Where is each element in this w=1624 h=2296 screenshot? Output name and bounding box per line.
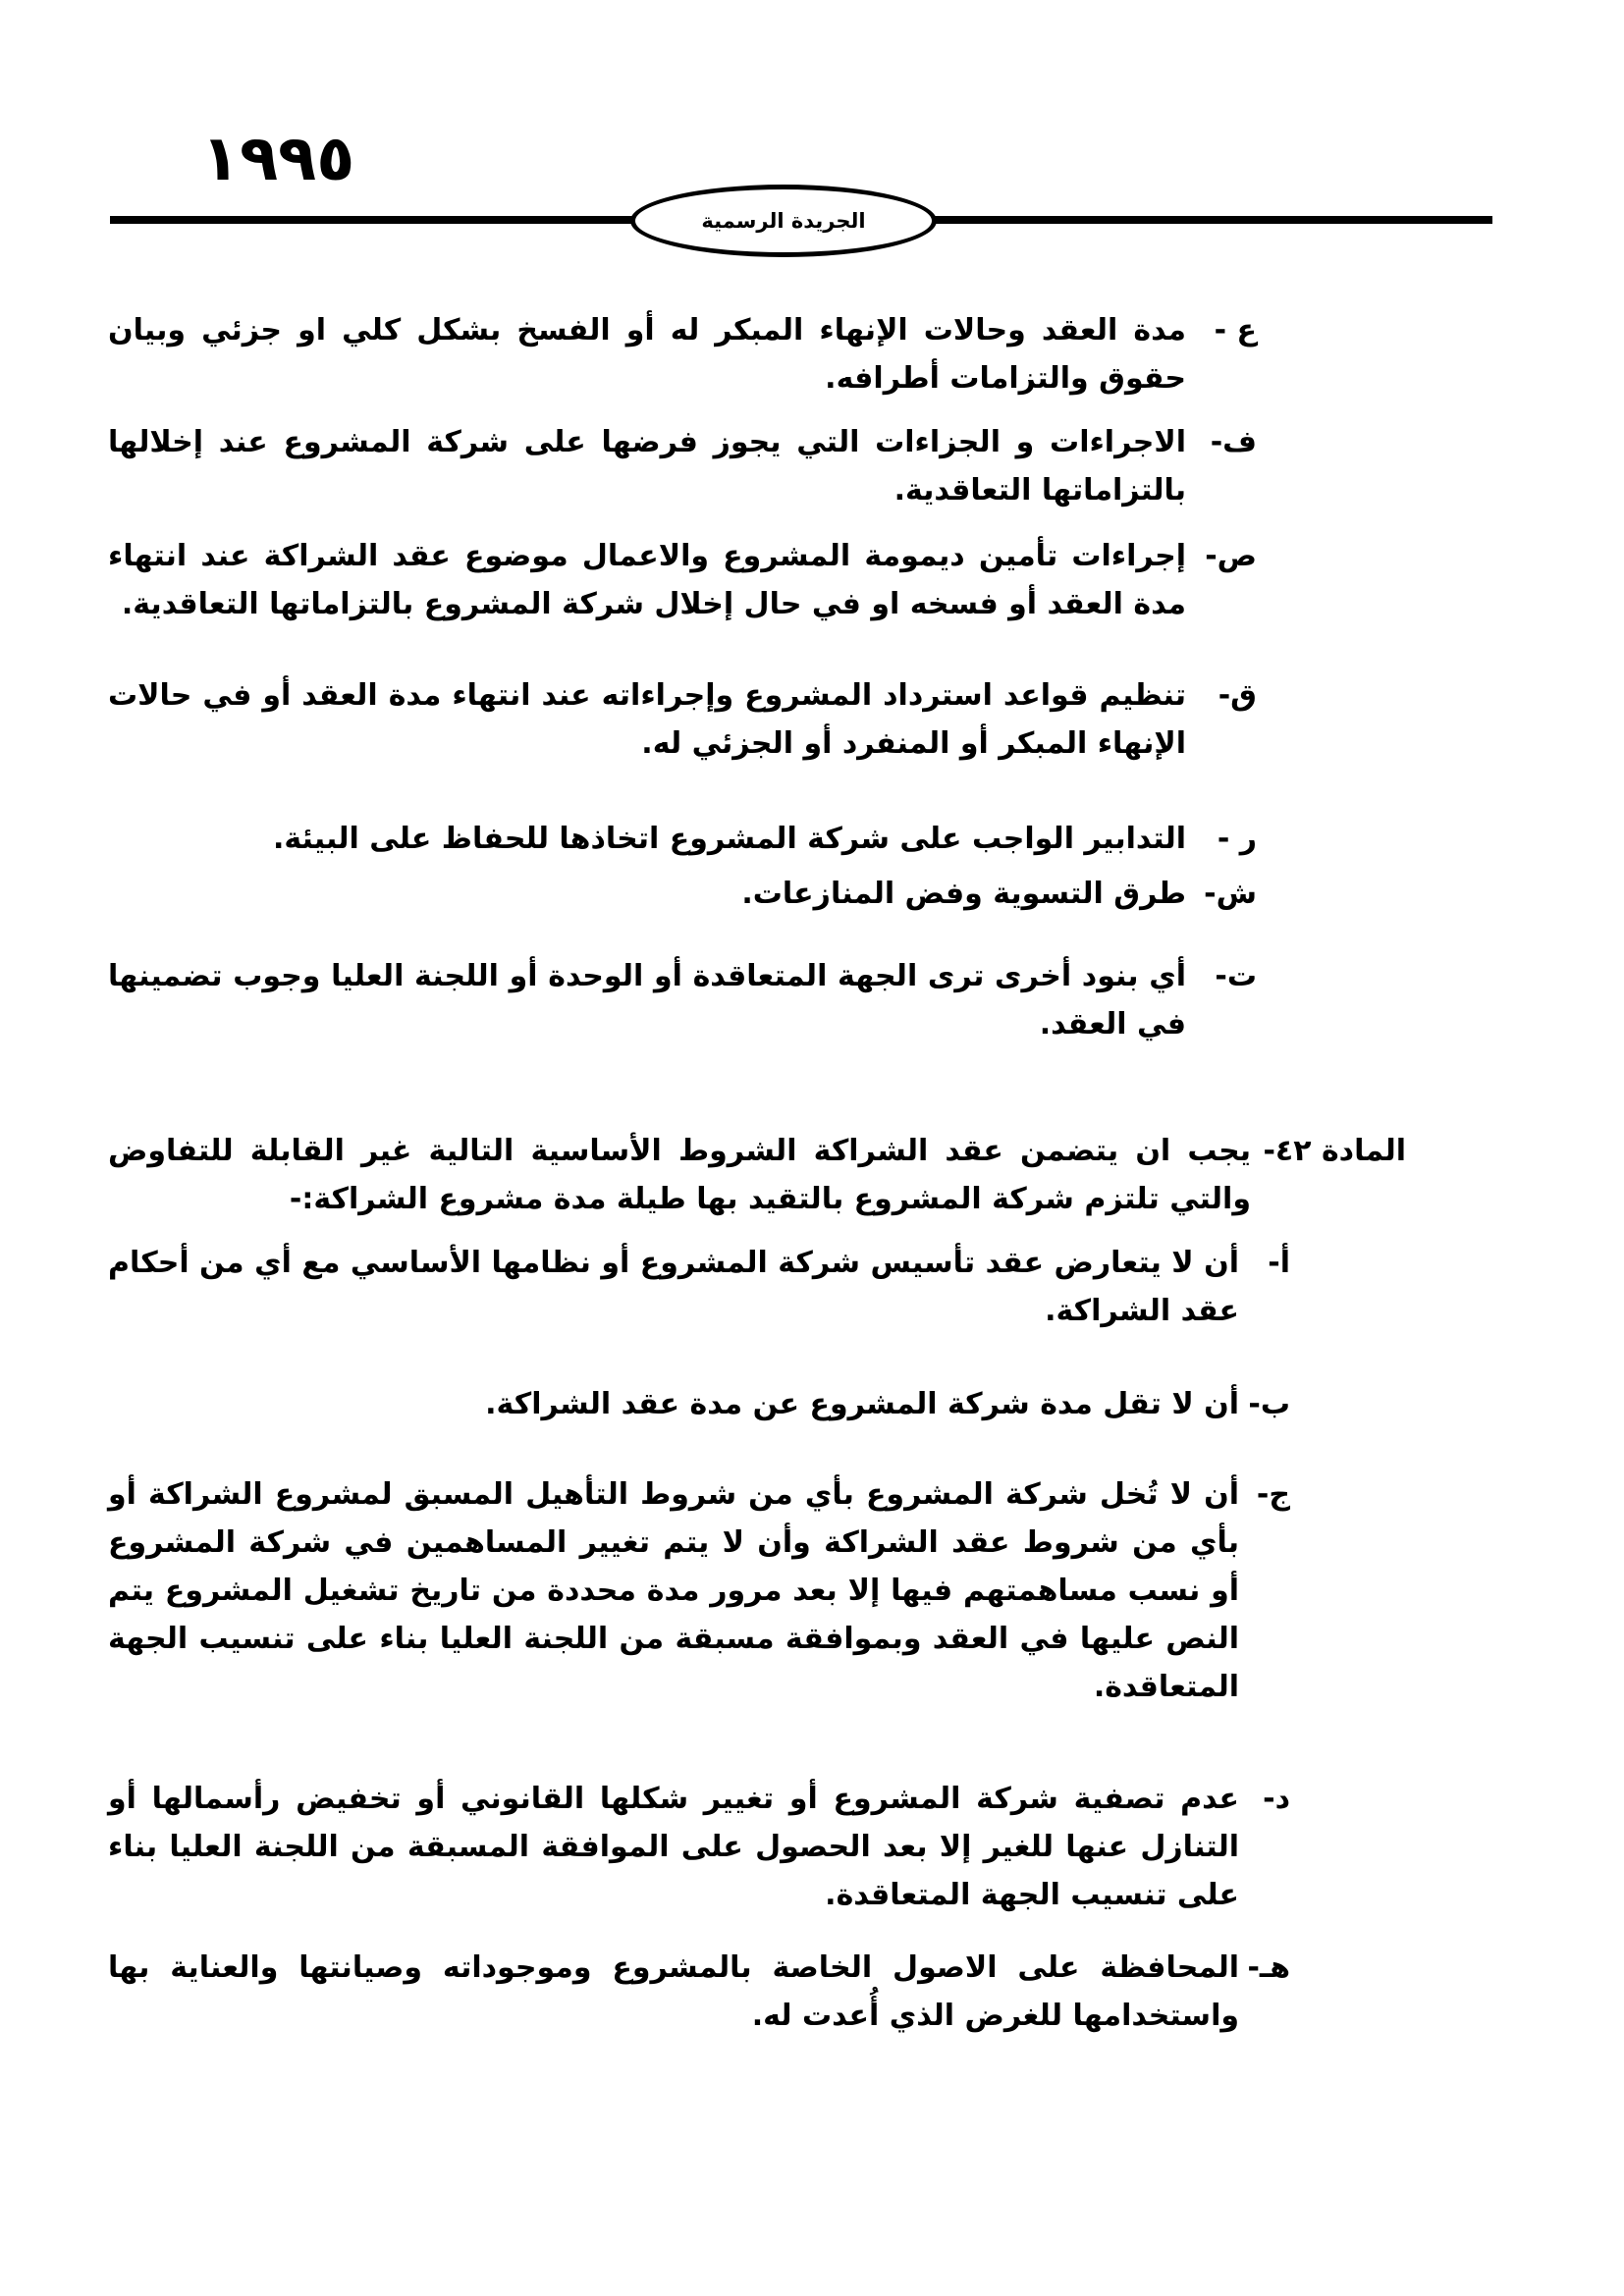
list-item-text: التدابير الواجب على شركة المشروع اتخاذها للحفاظ على البيئة. <box>272 822 1186 856</box>
list-item-ra <box>108 815 1257 863</box>
sub-item-text: أن لا تقل مدة شركة المشروع عن مدة عقد الشراكة. <box>485 1387 1239 1421</box>
sub-item-marker: أ- <box>1268 1246 1290 1280</box>
list-item-sad <box>108 532 1257 628</box>
sub-item-text: المحافظة على الاصول الخاصة بالمشروع وموجوداته وصيانتها والعناية بها واستخدامها للغرض الذي أُعدت له. <box>108 1950 1239 2033</box>
sub-item-alif <box>108 1239 1290 1335</box>
sub-item-dal <box>108 1775 1290 1919</box>
list-item-text: مدة العقد وحالات الإنهاء المبكر له أو الفسخ بشكل كلي او جزئي وبيان حقوق والتزامات أطرافه. <box>108 313 1186 396</box>
list-item-marker: ف- <box>1210 425 1257 459</box>
list-item-qaf <box>108 671 1257 768</box>
article-number: المادة ٤٢- <box>1263 1134 1406 1168</box>
article-42 <box>108 1127 1406 1223</box>
gazette-title: الجريدة الرسمية <box>701 209 866 233</box>
list-item-ta <box>108 952 1257 1048</box>
sub-item-marker: ب- <box>1248 1387 1290 1421</box>
list-item-text: أي بنود أخرى ترى الجهة المتعاقدة أو الوحدة أو اللجنة العليا وجوب تضمينها في العقد. <box>108 959 1186 1041</box>
sub-item-jim <box>108 1470 1290 1711</box>
sub-item-ha <box>108 1944 1290 2040</box>
sub-item-text: أن لا يتعارض عقد تأسيس شركة المشروع أو نظامها الأساسي مع أي من أحكام عقد الشراكة. <box>108 1246 1239 1328</box>
sub-item-marker: ج- <box>1256 1477 1290 1512</box>
article-text: يجب ان يتضمن عقد الشراكة الشروط الأساسية التالية غير القابلة للتفاوض والتي تلتزم شركة المشروع بالتقيد بها طيلة مدة مشروع الشراكة:- <box>108 1134 1251 1216</box>
list-item-marker: ش- <box>1204 877 1257 911</box>
list-item-text: تنظيم قواعد استرداد المشروع وإجراءاته عند انتهاء مدة العقد أو في حالات الإنهاء المبكر أو المنفرد أو الجزئي له. <box>108 678 1186 761</box>
page-number: ١٩٩٥ <box>201 123 355 195</box>
list-item-ain <box>108 306 1257 402</box>
list-item-marker: ع - <box>1214 313 1257 347</box>
list-item-text: الاجراءات و الجزاءات التي يجوز فرضها على شركة المشروع عند إخلالها بالتزاماتها التعاقدية. <box>108 425 1186 507</box>
list-item-text: إجراءات تأمين ديمومة المشروع والاعمال موضوع عقد الشراكة عند انتهاء مدة العقد أو فسخه او في حال إخلال شركة المشروع بالتزاماتها التعاقدية. <box>108 539 1186 621</box>
list-item-text: طرق التسوية وفض المنازعات. <box>741 877 1186 911</box>
sub-item-ba <box>108 1380 1290 1428</box>
list-item-fa <box>108 418 1257 514</box>
sub-item-text: عدم تصفية شركة المشروع أو تغيير شكلها القانوني أو تخفيض رأسمالها أو التنازل عنها للغير إلا بعد الحصول على الموافقة المسبقة من اللجنة العليا بناء على تنسيب الجهة المتعاقدة. <box>108 1782 1239 1912</box>
gazette-title-oval <box>630 185 937 257</box>
list-item-marker: ت- <box>1215 959 1257 993</box>
list-item-shin <box>108 870 1257 918</box>
list-item-marker: ق- <box>1218 678 1257 713</box>
sub-item-marker: هـ- <box>1247 1950 1290 1985</box>
list-item-marker: ص- <box>1205 539 1257 573</box>
sub-item-marker: د- <box>1263 1782 1290 1816</box>
list-item-marker: ر - <box>1217 822 1257 856</box>
sub-item-text: أن لا تُخل شركة المشروع بأي من شروط التأهيل المسبق لمشروع الشراكة أو بأي من شروط عقد الشراكة وأن لا يتم تغيير المساهمين في شركة المشروع أو نسب مساهمتهم فيها إلا بعد مرور مدة محددة من تاريخ تشغيل المشروع يتم النص عليها في العقد وبموافقة مسبقة من اللجنة العليا بناء على تنسيب الجهة المتعاقدة. <box>108 1477 1239 1704</box>
